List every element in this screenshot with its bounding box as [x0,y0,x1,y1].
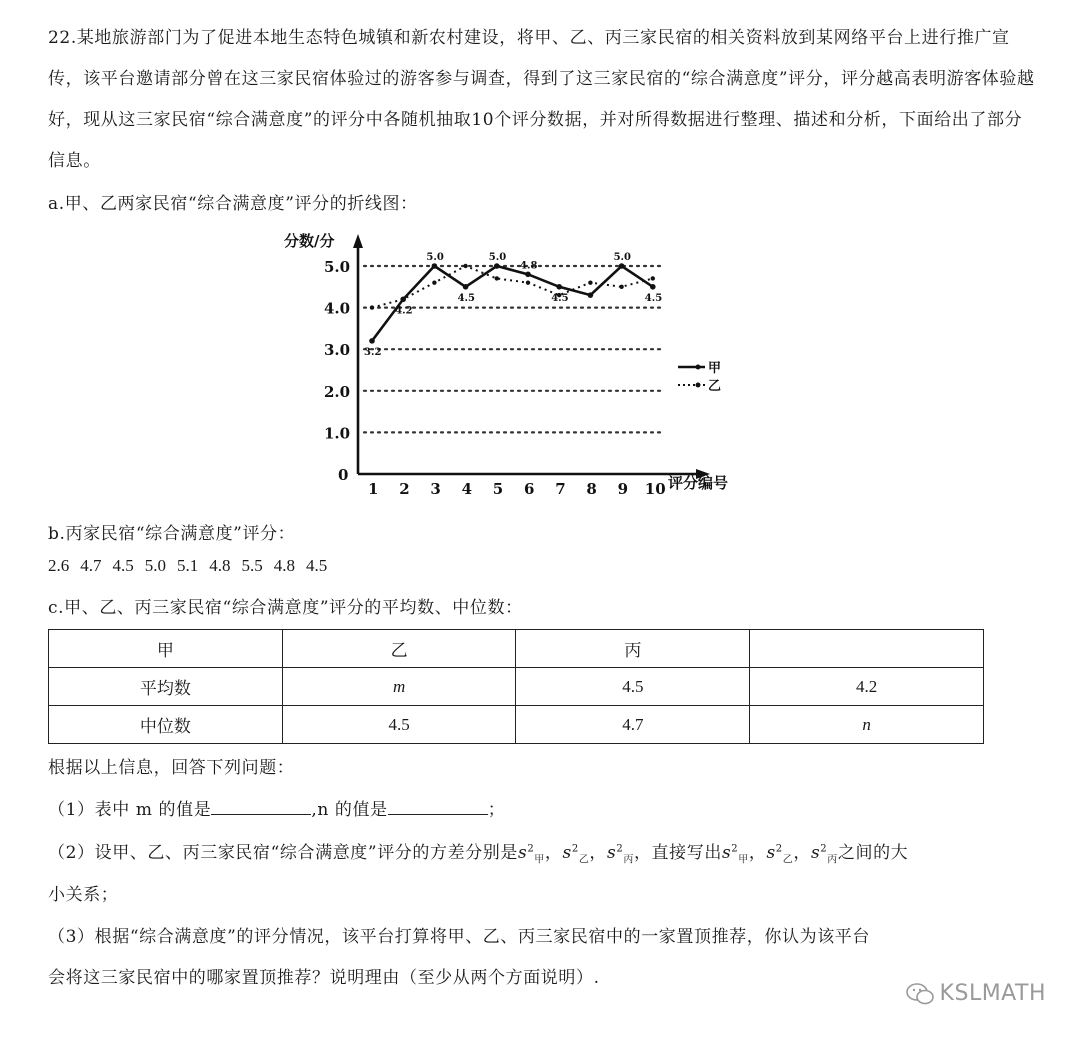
bing-score: 4.8 [209,556,231,575]
data-point [463,284,469,290]
subscript: 乙 [578,854,590,866]
question-3-cont: 会将这三家民宿中的哪家置顶推荐？说明理由（至少从两个方面说明）. [48,968,600,988]
table-cell [750,630,984,668]
table-cell: 平均数 [49,668,283,706]
part-c-label: c.甲、乙、丙三家民宿“综合满意度”评分的平均数、中位数： [48,598,523,618]
x-tick-label: 4 [461,480,473,498]
data-point [494,263,500,269]
table-cell: 丙 [516,630,750,668]
exponent: 2 [527,843,535,855]
question-2 [48,838,908,865]
variance-symbol: s [562,843,572,863]
separator: ， [589,843,608,863]
wechat-icon [906,983,934,1005]
data-point [619,263,625,269]
point-label: 5.0 [613,252,632,263]
y-axis-label: 分数/分 [284,232,335,250]
table-cell: n [750,706,984,744]
point-label: 3.2 [364,346,382,358]
series-line-甲 [372,266,653,341]
n-answer-blank[interactable] [388,798,488,815]
y-tick-label: 4.0 [324,299,351,318]
table-cell: 乙 [282,630,516,668]
table-cell: 4.2 [750,668,984,706]
q2-text-a: （2）设甲、乙、丙三家民宿“综合满意度”评分的方差分别是 [48,843,518,863]
y-tick-label: 3.0 [324,341,351,360]
bing-score: 4.5 [112,556,134,575]
data-point [432,263,438,269]
point-label: 4.5 [644,292,663,304]
point-label: 4.8 [520,260,538,272]
point-label: 4.5 [551,292,569,304]
q1-text-c: ； [487,800,506,820]
exponent: 2 [571,843,579,855]
point-label: 5.0 [426,252,444,263]
x-tick-label: 8 [586,480,597,498]
legend-marker [696,383,701,388]
bing-scores-list [48,556,338,576]
legend-marker [696,365,701,370]
variance-symbol: s [607,843,617,863]
subscript: 乙 [782,854,794,866]
x-tick-label: 6 [524,480,535,498]
x-tick-label: 5 [492,480,504,498]
variance-symbol: s [518,843,528,863]
subscript: 丙 [623,854,634,866]
separator: ， [544,843,563,863]
table-cell: 4.5 [282,706,516,744]
table-cell: 4.7 [516,706,750,744]
table-row [49,668,984,706]
m-answer-blank[interactable] [211,798,311,815]
bing-score: 5.1 [177,556,199,575]
data-point [370,305,374,309]
bing-score: 4.5 [306,556,328,575]
x-axis-label: 评分编号 [668,474,729,492]
x-tick-label: 3 [430,480,441,498]
data-point [526,280,530,284]
q2-text-c: 之间的大 [837,843,909,863]
problem-intro: 22.某地旅游部门为了促进本地生态特色城镇和新农村建设，将甲、乙、丙三家民宿的相关资料放到某网络平台上进行推广宣传，该平台邀请部分曾在这三家民宿体验过的游客参与调查，得到了这三家民宿的“综合满意度”评分，评分越高表明游客体验越好，现从这三家民宿“综合满意度”的评分中各随机抽取10个评分数据，并对所得数据进行整理、描述和分析，下面给出了部分信息。 [48,28,1035,171]
stats-table [48,629,984,744]
exponent: 2 [731,843,739,855]
watermark [906,981,1046,1006]
separator: ， [793,843,811,863]
x-tick-label: 1 [368,480,379,498]
watermark-text: KSLMATH [939,981,1046,1006]
y-tick-label: 1.0 [324,424,351,443]
legend-label: 乙 [708,379,722,394]
bing-score: 4.8 [273,556,295,575]
table-cell: m [282,668,516,706]
part-a-label: a.甲、乙两家民宿“综合满意度”评分的折线图： [48,194,418,214]
variance-symbol: s [721,843,732,863]
bing-score: 5.0 [144,556,166,575]
question-1 [48,795,505,820]
y-tick-label: 0 [338,466,349,484]
answer-intro: 根据以上信息，回答下列问题： [48,758,295,778]
y-tick-label: 2.0 [324,382,351,401]
legend-label: 甲 [708,361,722,376]
subscript: 甲 [738,854,749,866]
question-3: （3）根据“综合满意度”的评分情况，该平台打算将甲、乙、丙三家民宿中的一家置顶推荐，你认为该平台 [48,927,870,947]
table-cell: 甲 [49,630,283,668]
line-chart [280,222,760,507]
q2-text-b: ，直接写出 [633,843,722,863]
data-point [588,292,594,298]
table-cell: 4.5 [516,668,750,706]
point-label: 4.2 [395,305,413,317]
x-tick-label: 2 [399,480,410,498]
table-header-row [49,630,984,668]
x-tick-label: 9 [617,480,629,498]
variance-symbol: s [810,843,821,863]
table-row [49,706,984,744]
question-2-cont: 小关系； [48,885,119,905]
data-point [401,297,405,301]
data-point [650,284,656,290]
point-label: 4.5 [457,292,476,304]
subscript: 甲 [534,854,545,866]
variance-symbol: s [766,843,776,863]
data-point [495,276,499,280]
bing-score: 4.7 [80,556,102,575]
data-point [432,280,436,284]
data-point [588,280,592,284]
exponent: 2 [775,843,783,855]
y-tick-label: 5.0 [324,258,351,276]
data-point [651,276,655,280]
data-point [525,272,531,278]
table-cell: 中位数 [49,706,283,744]
data-point [369,338,375,344]
data-point [463,264,467,268]
x-tick-label: 10 [644,480,666,498]
part-b-label: b.丙家民宿“综合满意度”评分： [48,524,296,544]
data-point [619,285,623,289]
data-point [556,284,562,290]
q1-text-a: （1）表中 m 的值是 [48,800,212,820]
x-tick-label: 7 [555,480,566,498]
y-axis-arrow [353,234,363,248]
bing-score: 5.5 [241,556,263,575]
subscript: 丙 [827,854,838,866]
bing-score: 2.6 [48,556,70,575]
exponent: 2 [616,843,624,855]
point-label: 5.0 [488,252,507,263]
exponent: 2 [820,843,828,855]
separator: ， [748,843,767,863]
q1-text-b: ,n 的值是 [311,800,388,820]
